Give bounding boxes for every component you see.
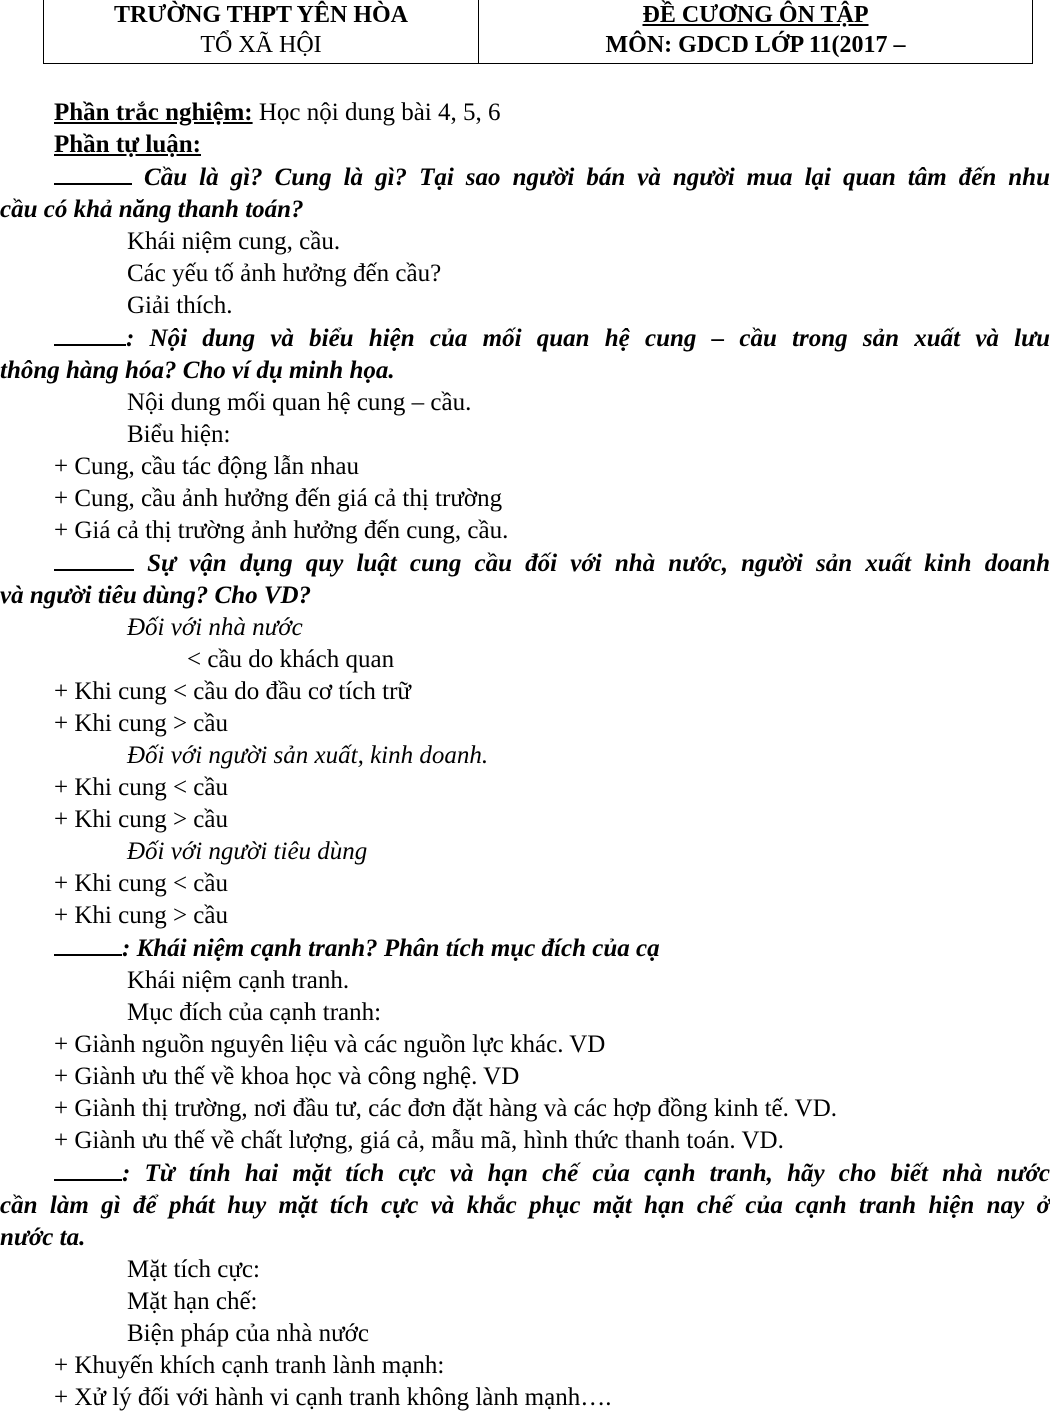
header-right-cell bbox=[479, 0, 1032, 63]
bullet-item: < cầu do khách quan bbox=[187, 646, 395, 673]
mcq-section bbox=[0, 97, 1050, 129]
bullet-item: + Giành ưu thế về khoa học và công nghệ. VD bbox=[54, 1063, 520, 1090]
question-2-line-1: : Nội dung và biểu hiện của mối quan hệ cung – cầu trong sản xuất và lưu bbox=[0, 322, 1050, 355]
list-item: Biểu hiện: bbox=[127, 421, 231, 448]
question-3-line-2: và người tiêu dùng? Cho VD? bbox=[0, 582, 312, 609]
bullet-item: + Khi cung < cầu do đầu cơ tích trữ bbox=[54, 678, 411, 705]
essay-label: Phần tự luận: bbox=[54, 131, 201, 158]
mcq-text: Học nội dung bài 4, 5, 6 bbox=[252, 99, 501, 126]
bullet-item: + Giành thị trường, nơi đầu tư, các đơn đặt hàng và các hợp đồng kinh tế. VD. bbox=[54, 1095, 838, 1122]
header-left-cell bbox=[44, 0, 479, 63]
question-2-line-2: thông hàng hóa? Cho ví dụ minh họa. bbox=[0, 357, 395, 384]
bullet-item: + Khi cung < cầu bbox=[54, 870, 228, 897]
department-name: TỔ XÃ HỘI bbox=[200, 32, 322, 58]
bullet-item: + Khuyến khích cạnh tranh lành mạnh: bbox=[54, 1352, 445, 1379]
subject-line: MÔN: GDCD LỚP 11(2017 – bbox=[605, 32, 906, 58]
bullet-item: + Khi cung > cầu bbox=[54, 806, 228, 833]
question-1-line-1: Cầu là gì? Cung là gì? Tại sao người bán và người mua lại quan tâm đến nhu bbox=[0, 161, 1050, 194]
question-number-blank bbox=[54, 161, 132, 185]
question-3-line-1: Sự vận dụng quy luật cung cầu đối với nhà nước, người sản xuất kinh doanh bbox=[0, 547, 1050, 580]
list-item: Khái niệm cung, cầu. bbox=[127, 228, 341, 255]
question-number-blank bbox=[54, 547, 134, 571]
bullet-item: + Cung, cầu tác động lẫn nhau bbox=[54, 453, 359, 480]
question-5-line-1: : Từ tính hai mặt tích cực và hạn chế của cạnh tranh, hãy cho biết nhà nước bbox=[0, 1157, 1050, 1190]
header-table bbox=[43, 0, 1033, 64]
essay-section bbox=[0, 129, 1050, 161]
list-item: Giải thích. bbox=[127, 292, 233, 319]
bullet-item: + Xử lý đối với hành vi cạnh tranh không lành mạnh…. bbox=[54, 1384, 612, 1411]
bullet-item: + Giành nguồn nguyên liệu và các nguồn lực khác. VD bbox=[54, 1031, 606, 1058]
list-item: Mặt tích cực: bbox=[127, 1256, 260, 1283]
bullet-item: + Giành ưu thế về chất lượng, giá cả, mẫu mã, hình thức thanh toán. VD. bbox=[54, 1127, 784, 1154]
question-number-blank bbox=[54, 322, 126, 346]
bullet-item: + Cung, cầu ảnh hưởng đến giá cả thị trường bbox=[54, 485, 503, 512]
subheading-consumer: Đối với người tiêu dùng bbox=[127, 838, 368, 865]
subheading-producer: Đối với người sản xuất, kinh doanh. bbox=[127, 742, 489, 769]
list-item: Mục đích của cạnh tranh: bbox=[127, 999, 382, 1026]
list-item: Nội dung mối quan hệ cung – cầu. bbox=[127, 389, 472, 416]
list-item: Các yếu tố ảnh hưởng đến cầu? bbox=[127, 260, 442, 287]
document-body bbox=[0, 97, 1050, 1414]
bullet-item: + Khi cung < cầu bbox=[54, 774, 228, 801]
list-item: Biện pháp của nhà nước bbox=[127, 1320, 369, 1347]
question-5-line-3: nước ta. bbox=[0, 1224, 86, 1251]
bullet-item: + Khi cung > cầu bbox=[54, 902, 228, 929]
question-1-line-2: cầu có khả năng thanh toán? bbox=[0, 196, 304, 223]
question-number-blank bbox=[54, 932, 122, 956]
bullet-item: + Giá cả thị trường ảnh hưởng đến cung, cầu. bbox=[54, 517, 509, 544]
mcq-label: Phần trắc nghiệm: bbox=[54, 99, 253, 126]
list-item: Khái niệm cạnh tranh. bbox=[127, 967, 350, 994]
list-item: Mặt hạn chế: bbox=[127, 1288, 258, 1315]
subheading-state: Đối với nhà nước bbox=[127, 614, 303, 641]
question-4-line-1: : Khái niệm cạnh tranh? Phân tích mục đích của cạ bbox=[0, 932, 1050, 965]
question-number-blank bbox=[54, 1157, 122, 1181]
school-name: TRƯỜNG THPT YÊN HÒA bbox=[113, 2, 409, 28]
document-title: ĐỀ CƯƠNG ÔN TẬP bbox=[642, 2, 869, 28]
bullet-item: + Khi cung > cầu bbox=[54, 710, 228, 737]
question-5-line-2: cần làm gì để phát huy mặt tích cực và khắc phục mặt hạn chế của cạnh tranh hiện nay ở bbox=[0, 1192, 1050, 1219]
